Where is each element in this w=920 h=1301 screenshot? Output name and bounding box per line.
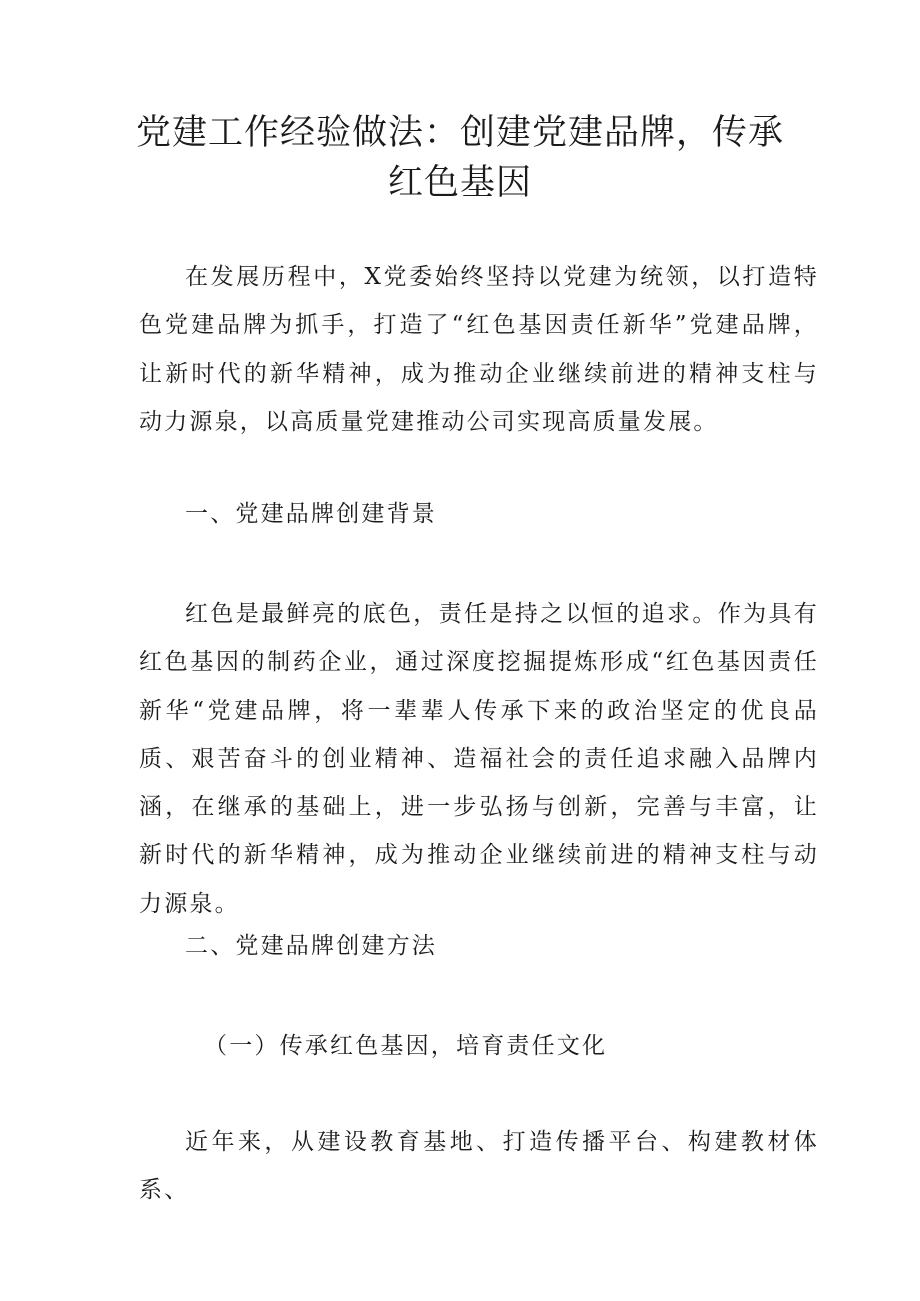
section-2-subheading-1: （一）传承红色基因，培育责任文化 [204, 1033, 608, 1059]
section-2-paragraph: 近年来，从建设教育基地、打造传播平台、构建教材体系、 [139, 1129, 819, 1204]
intro-paragraph: 在发展历程中，X党委始终坚持以党建为统领，以打造特色党建品牌为抓手，打造了“红色基因责任新华”党建品牌，让新时代的新华精神，成为推动企业继续前进的精神支柱与动力源泉，以高质量党建推动公司实现高质量发展。 [139, 264, 819, 435]
section-2-heading: 二、党建品牌创建方法 [185, 933, 437, 959]
document-title: 党建工作经验做法：创建党建品牌，传承红色基因 [135, 113, 784, 203]
section-1-heading: 一、党建品牌创建背景 [185, 501, 437, 527]
section-1-paragraph: 红色是最鲜亮的底色，责任是持之以恒的追求。作为具有红色基因的制药企业，通过深度挖掘提炼形成“红色基因责任新华“党建品牌，将一辈辈人传承下来的政治坚定的优良品质、艰苦奋斗的创业精神、造福社会的责任追求融入品牌内涵，在继承的基础上，进一步弘扬与创新，完善与丰富，让新时代的新华精神，成为推动企业继续前进的精神支柱与动力源泉。 [139, 601, 819, 917]
